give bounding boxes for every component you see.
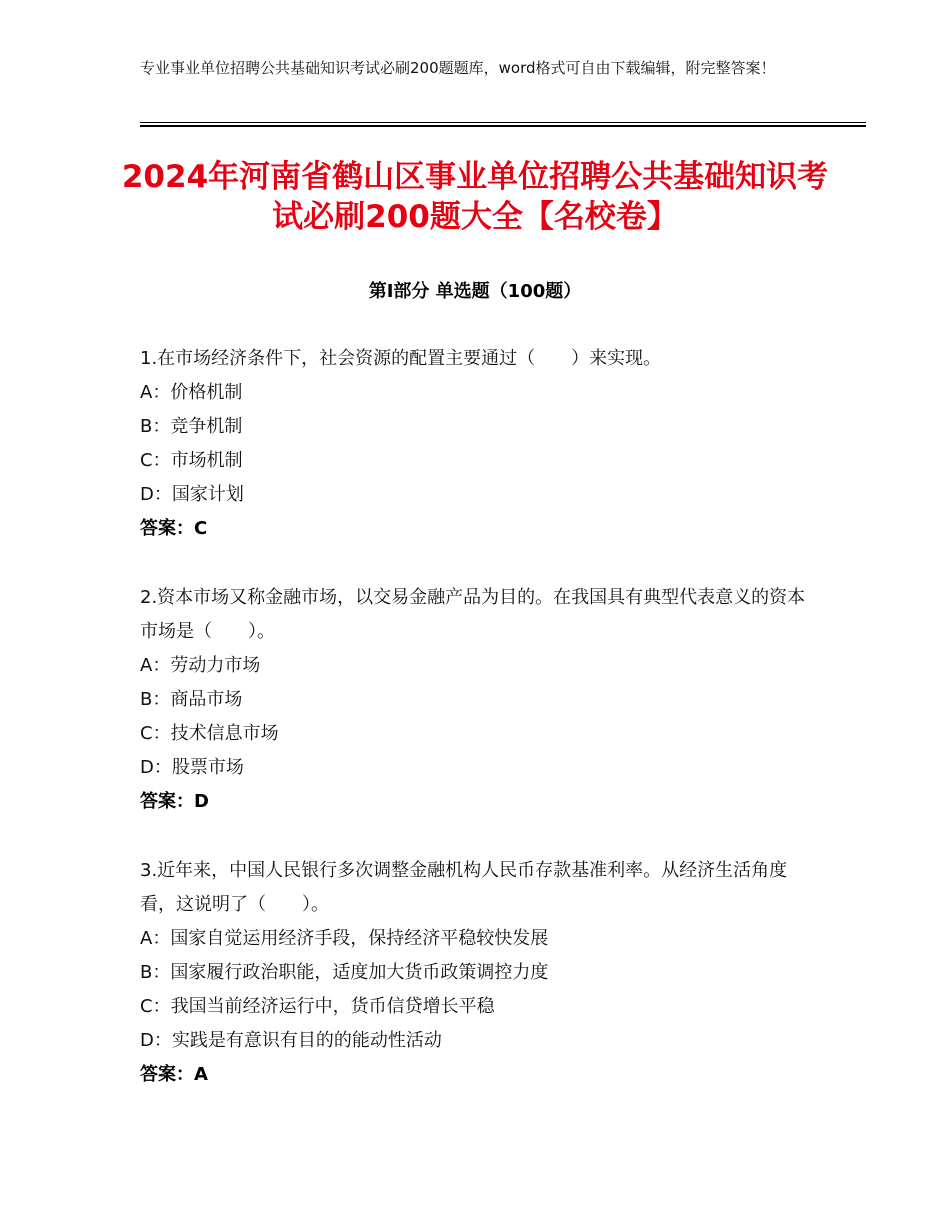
option-d: D：国家计划 (140, 484, 244, 505)
question-stem: 2.资本市场又称金融市场，以交易金融产品为目的。在我国具有典型代表意义的资本市场是（ ）。 (140, 587, 806, 642)
option-a: A：劳动力市场 (140, 655, 261, 676)
question-stem: 3.近年来，中国人民银行多次调整金融机构人民币存款基准利率。从经济生活角度看，这说明了（ ）。 (140, 860, 788, 915)
option-b: B：国家履行政治职能，适度加大货币政策调控力度 (140, 962, 549, 983)
document-title: 2024年河南省鹤山区事业单位招聘公共基础知识考试必刷200题大全【名校卷】 (121, 159, 829, 235)
option-c: C：市场机制 (140, 450, 243, 471)
option-a: A：国家自觉运用经济手段，保持经济平稳较快发展 (140, 928, 549, 949)
option-b: B：竞争机制 (140, 416, 243, 437)
question-1 (140, 342, 810, 546)
question-stem: 1.在市场经济条件下，社会资源的配置主要通过（ ）来实现。 (140, 348, 662, 369)
option-b: B：商品市场 (140, 689, 243, 710)
header-note: 专业事业单位招聘公共基础知识考试必刷200题题库，word格式可自由下载编辑，附完整答案！ (140, 59, 776, 77)
header-divider-thick (140, 125, 866, 127)
option-d: D：股票市场 (140, 757, 244, 778)
answer: 答案：A (140, 1064, 208, 1085)
question-2 (140, 581, 810, 819)
option-c: C：技术信息市场 (140, 723, 279, 744)
option-c: C：我国当前经济运行中，货币信贷增长平稳 (140, 996, 495, 1017)
answer: 答案：C (140, 518, 208, 539)
option-d: D：实践是有意识有目的的能动性活动 (140, 1030, 442, 1051)
answer: 答案：D (140, 791, 209, 812)
header-divider-thin (140, 122, 866, 123)
option-a: A：价格机制 (140, 382, 243, 403)
question-3 (140, 854, 810, 1092)
section-title: 第I部分 单选题（100题） (368, 281, 582, 302)
